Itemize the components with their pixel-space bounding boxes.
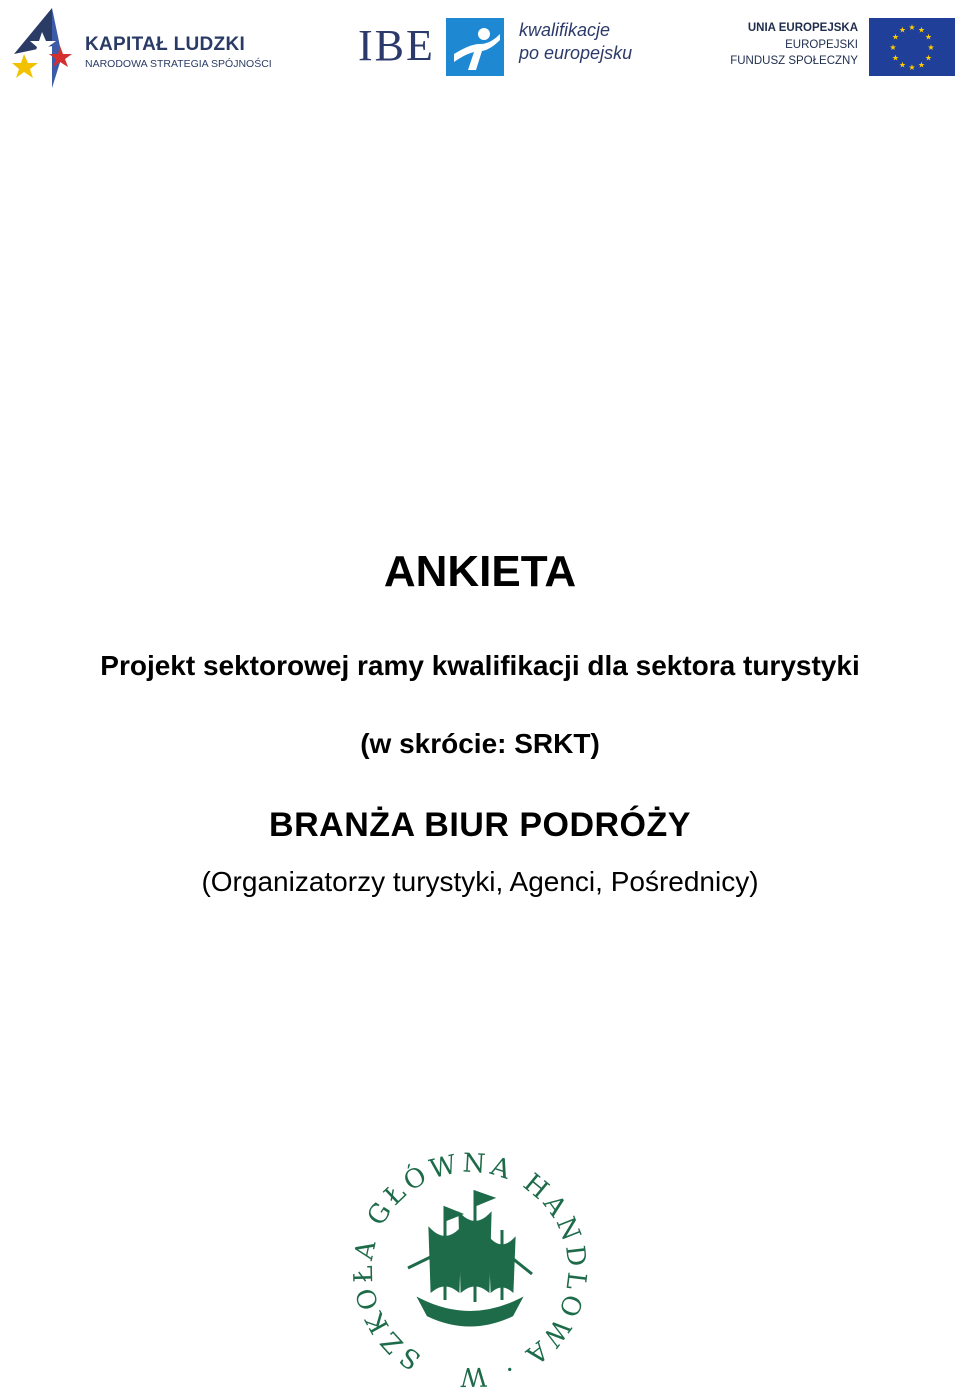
industry-groups: (Organizatorzy turystyki, Agenci, Pośrednicy) xyxy=(201,866,759,897)
svg-text:SZKOŁA GŁÓWNA HANDLOWA · W WAR: SZKOŁA GŁÓWNA HANDLOWA · W xyxy=(350,1150,590,1390)
eu-flag-icon xyxy=(869,18,955,76)
logo-bar xyxy=(0,0,960,100)
ibe-logo xyxy=(358,16,638,80)
eu-logo xyxy=(730,18,956,80)
kapital-ludzki-logo xyxy=(12,6,282,90)
svg-text:★: ★ xyxy=(924,32,933,42)
sgh-logo xyxy=(350,1150,590,1390)
svg-text:★: ★ xyxy=(927,43,935,52)
kapital-ludzki-emblem-icon xyxy=(12,6,78,90)
svg-text:★: ★ xyxy=(917,60,926,70)
eu-line3: FUNDUSZ SPOŁECZNY xyxy=(730,55,858,67)
ibe-tagline-line2: po europejsku xyxy=(519,43,633,63)
eu-line2: EUROPEJSKI xyxy=(785,39,858,51)
svg-text:★: ★ xyxy=(908,23,916,32)
svg-text:★: ★ xyxy=(924,53,933,63)
project-name: Projekt sektorowej ramy kwalifikacji dla sektora turystyki xyxy=(100,650,860,681)
document-title: ANKIETA xyxy=(383,547,577,596)
ibe-abbr: IBE xyxy=(358,21,435,70)
person-icon xyxy=(446,18,504,76)
svg-text:★: ★ xyxy=(891,32,900,42)
ibe-tagline-line1: kwalifikacje xyxy=(519,20,611,40)
svg-text:★: ★ xyxy=(917,25,926,35)
kapital-ludzki-subtitle: NARODOWA STRATEGIA SPÓJNOŚCI xyxy=(85,58,272,70)
svg-text:★: ★ xyxy=(898,25,907,35)
sgh-seal-icon xyxy=(350,1150,590,1390)
svg-text:★: ★ xyxy=(889,43,897,52)
svg-text:★: ★ xyxy=(898,60,907,70)
kapital-ludzki-title: KAPITAŁ LUDZKI xyxy=(85,34,246,55)
industry-heading: BRANŻA BIUR PODRÓŻY xyxy=(269,806,691,844)
svg-text:★: ★ xyxy=(891,53,900,63)
svg-text:★: ★ xyxy=(908,63,916,72)
project-short-name: (w skrócie: SRKT) xyxy=(360,728,600,759)
eu-line1: UNIA EUROPEJSKA xyxy=(747,22,858,34)
